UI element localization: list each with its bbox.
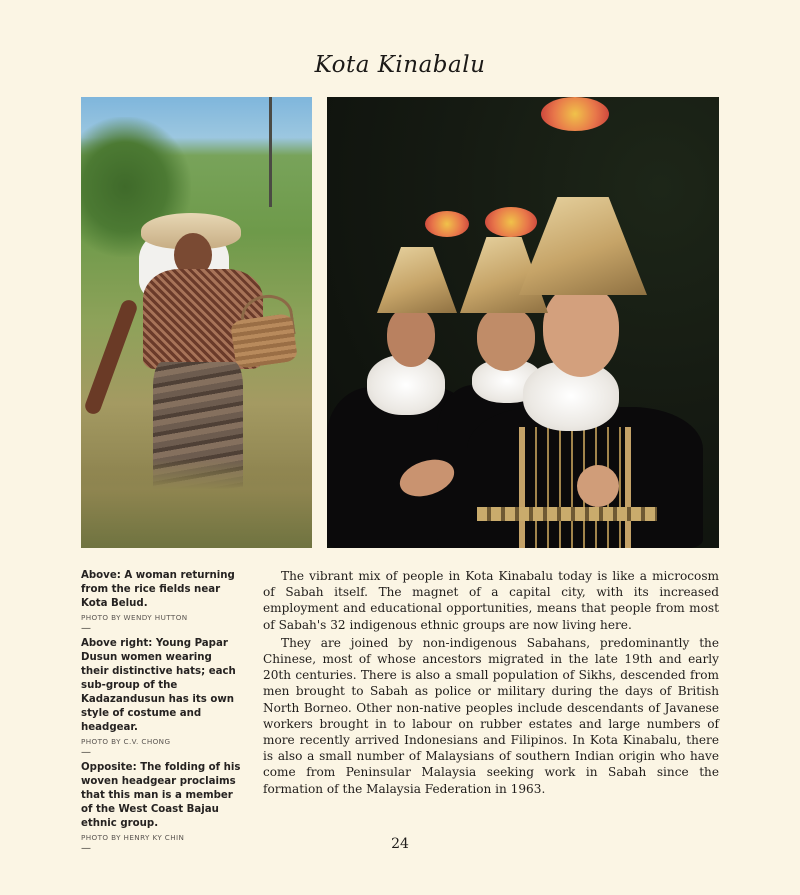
photo-flower-3 bbox=[541, 97, 609, 131]
body-text bbox=[263, 568, 719, 799]
photo-ground bbox=[81, 458, 312, 548]
photo-credit: PHOTO BY HENRY KY CHIN bbox=[81, 833, 185, 842]
photo-credit: PHOTO BY WENDY HUTTON bbox=[81, 613, 188, 622]
photo-face-3 bbox=[543, 285, 619, 377]
caption-separator: — bbox=[81, 747, 91, 758]
photo-arm bbox=[83, 298, 139, 416]
page-number: 24 bbox=[391, 836, 409, 852]
photo-belt bbox=[477, 507, 657, 521]
caption-separator: — bbox=[81, 843, 91, 854]
caption-text: Above: A woman returning from the rice fields near Kota Belud. bbox=[81, 570, 235, 609]
caption-text: Above right: Young Papar Dusun women wearing their distinctive hats; each sub-group of the Kadazandusun has its own style of costume and headgear. bbox=[81, 638, 236, 733]
caption-above bbox=[81, 569, 241, 635]
photo-woman-rice-fields bbox=[81, 97, 312, 548]
photo-basket bbox=[230, 313, 298, 369]
photo-flower-2 bbox=[485, 207, 537, 237]
captions-column bbox=[81, 569, 241, 857]
body-paragraph: They are joined by non-indigenous Sabahans, predominantly the Chinese, most of whose ancestors migrated in the late 19th and early 20th centuries. There is also a small population of Sikhs, descended from men brought to Sabah as police or military during the days of British North Borneo. Other non-native peoples include descendants of Javanese workers brought in to labour on rubber estates and large numbers of more recently arrived Indonesians and Filipinos. In Kota Kinabalu, there is also a small number of Malaysians of southern Indian origin who have come from Peninsular Malaysia seeking work in Sabah since the formation of the Malaysia Federation in 1963. bbox=[263, 635, 719, 796]
caption-separator: — bbox=[81, 623, 91, 634]
caption-text: Opposite: The folding of his woven headgear proclaims that this man is a member of the West Coast Bajau ethnic group. bbox=[81, 762, 241, 829]
photo-credit: PHOTO BY C.V. CHONG bbox=[81, 737, 171, 746]
photo-hand-2 bbox=[577, 465, 619, 507]
caption-above-right bbox=[81, 637, 241, 759]
body-paragraph: The vibrant mix of people in Kota Kinabalu today is like a microcosm of Sabah itself. The magnet of a capital city, with its increased employment and educational opportunities, means that people from most of Sabah's 32 indigenous ethnic groups are now living here. bbox=[263, 569, 719, 632]
photo-hat-1 bbox=[377, 247, 457, 313]
photo-face-1 bbox=[387, 307, 435, 367]
photo-hat-3 bbox=[519, 197, 647, 295]
page-title: Kota Kinabalu bbox=[314, 52, 486, 78]
photo-pole bbox=[269, 97, 272, 207]
photo-flower-1 bbox=[425, 211, 469, 237]
photo-face-2 bbox=[477, 307, 535, 371]
photo-papar-dusun-women bbox=[327, 97, 719, 548]
